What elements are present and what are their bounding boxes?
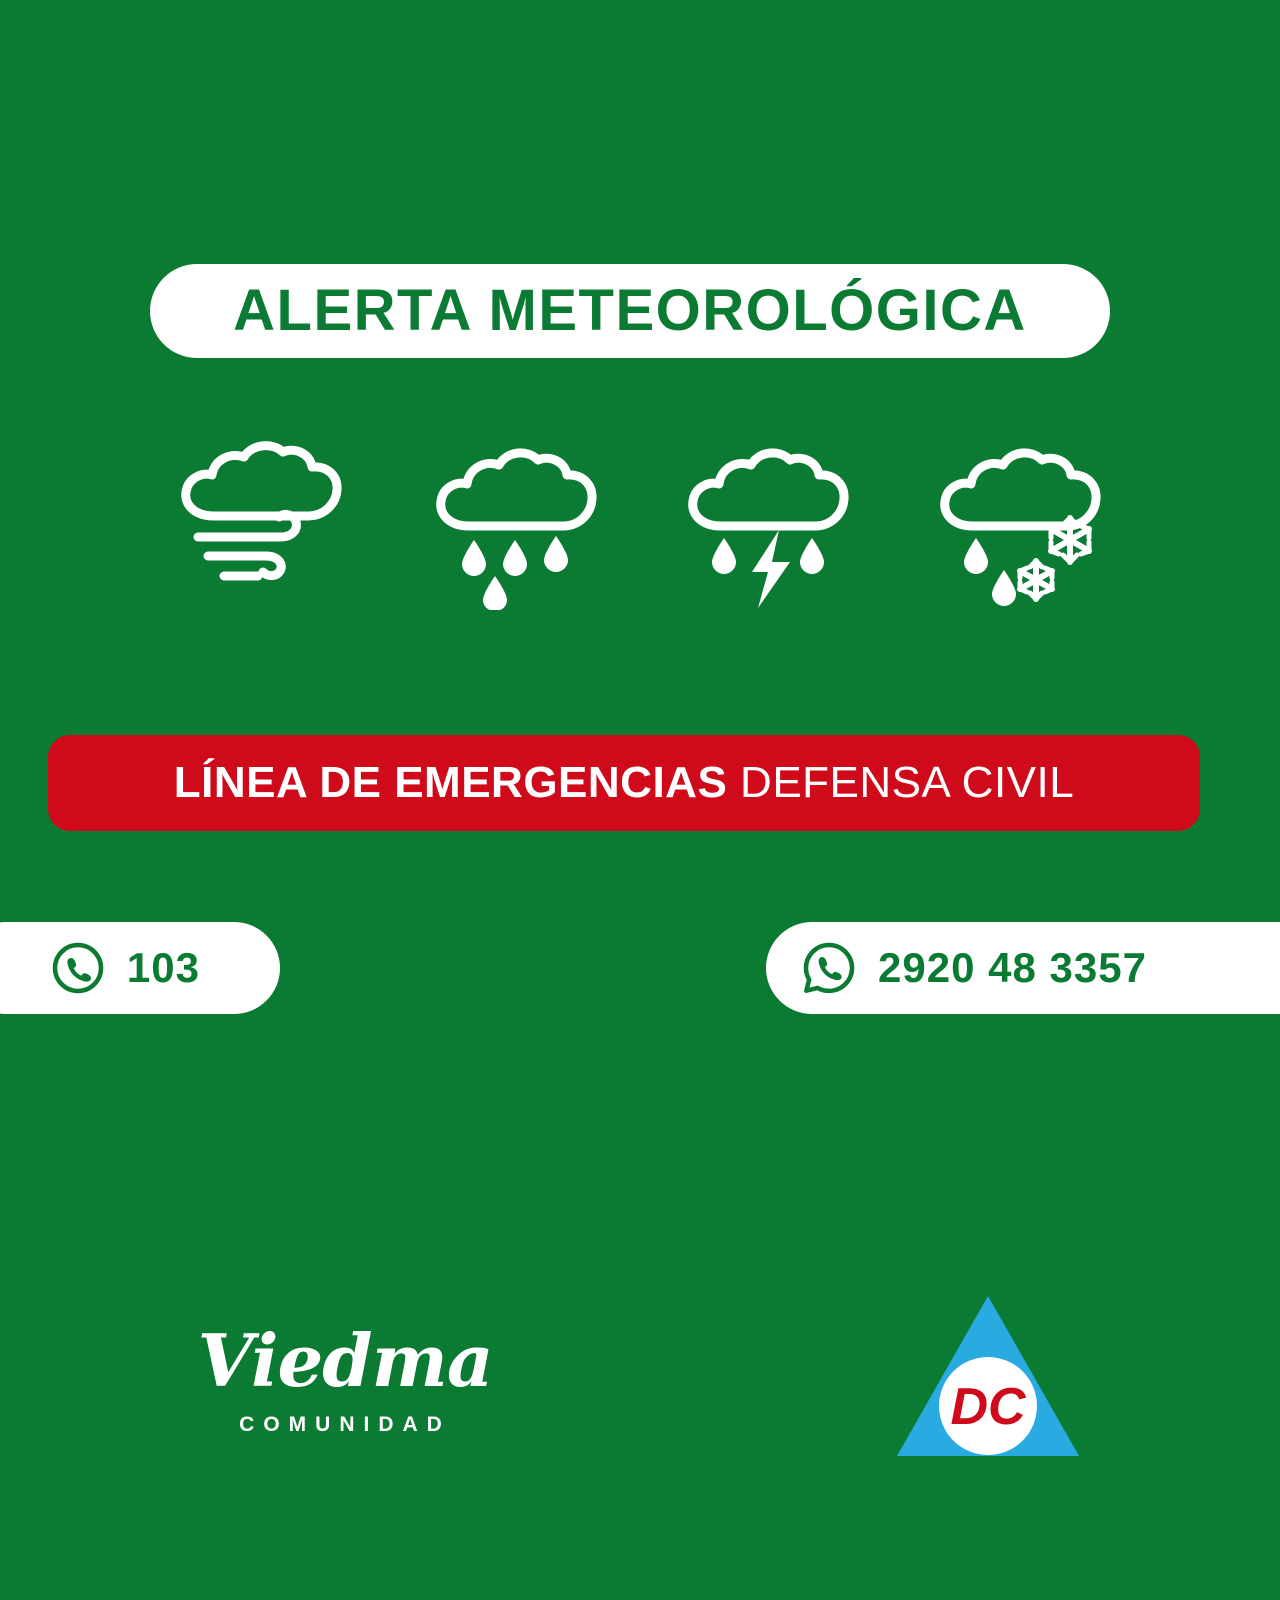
page-title: ALERTA METEOROLÓGICA <box>233 278 1027 343</box>
emergency-line-banner <box>48 735 1200 831</box>
whatsapp-number: 2920 48 3357 <box>878 944 1147 991</box>
dc-initials: DC <box>950 1378 1026 1436</box>
whatsapp-icon <box>802 941 856 995</box>
cloud-snow-icon <box>918 430 1118 610</box>
weather-icons-row <box>0 430 1280 630</box>
phone-contact-pill[interactable] <box>0 922 280 1014</box>
banner-strong-text: LÍNEA DE EMERGENCIAS <box>173 758 728 807</box>
cloud-storm-icon <box>666 430 866 610</box>
title-pill <box>150 264 1110 358</box>
phone-number: 103 <box>126 944 200 991</box>
cloud-rain-icon <box>414 430 614 610</box>
viedma-subtitle: COMUNIDAD <box>239 1413 451 1436</box>
cloud-wind-icon <box>162 430 362 610</box>
phone-icon <box>51 941 105 995</box>
whatsapp-contact-pill[interactable] <box>766 922 1280 1014</box>
banner-light-text: DEFENSA CIVIL <box>740 758 1075 807</box>
viedma-wordmark: Viedma <box>197 1318 493 1403</box>
banner-text <box>173 758 1075 807</box>
viedma-logo <box>185 1318 505 1475</box>
defensa-civil-logo <box>893 1288 1083 1463</box>
